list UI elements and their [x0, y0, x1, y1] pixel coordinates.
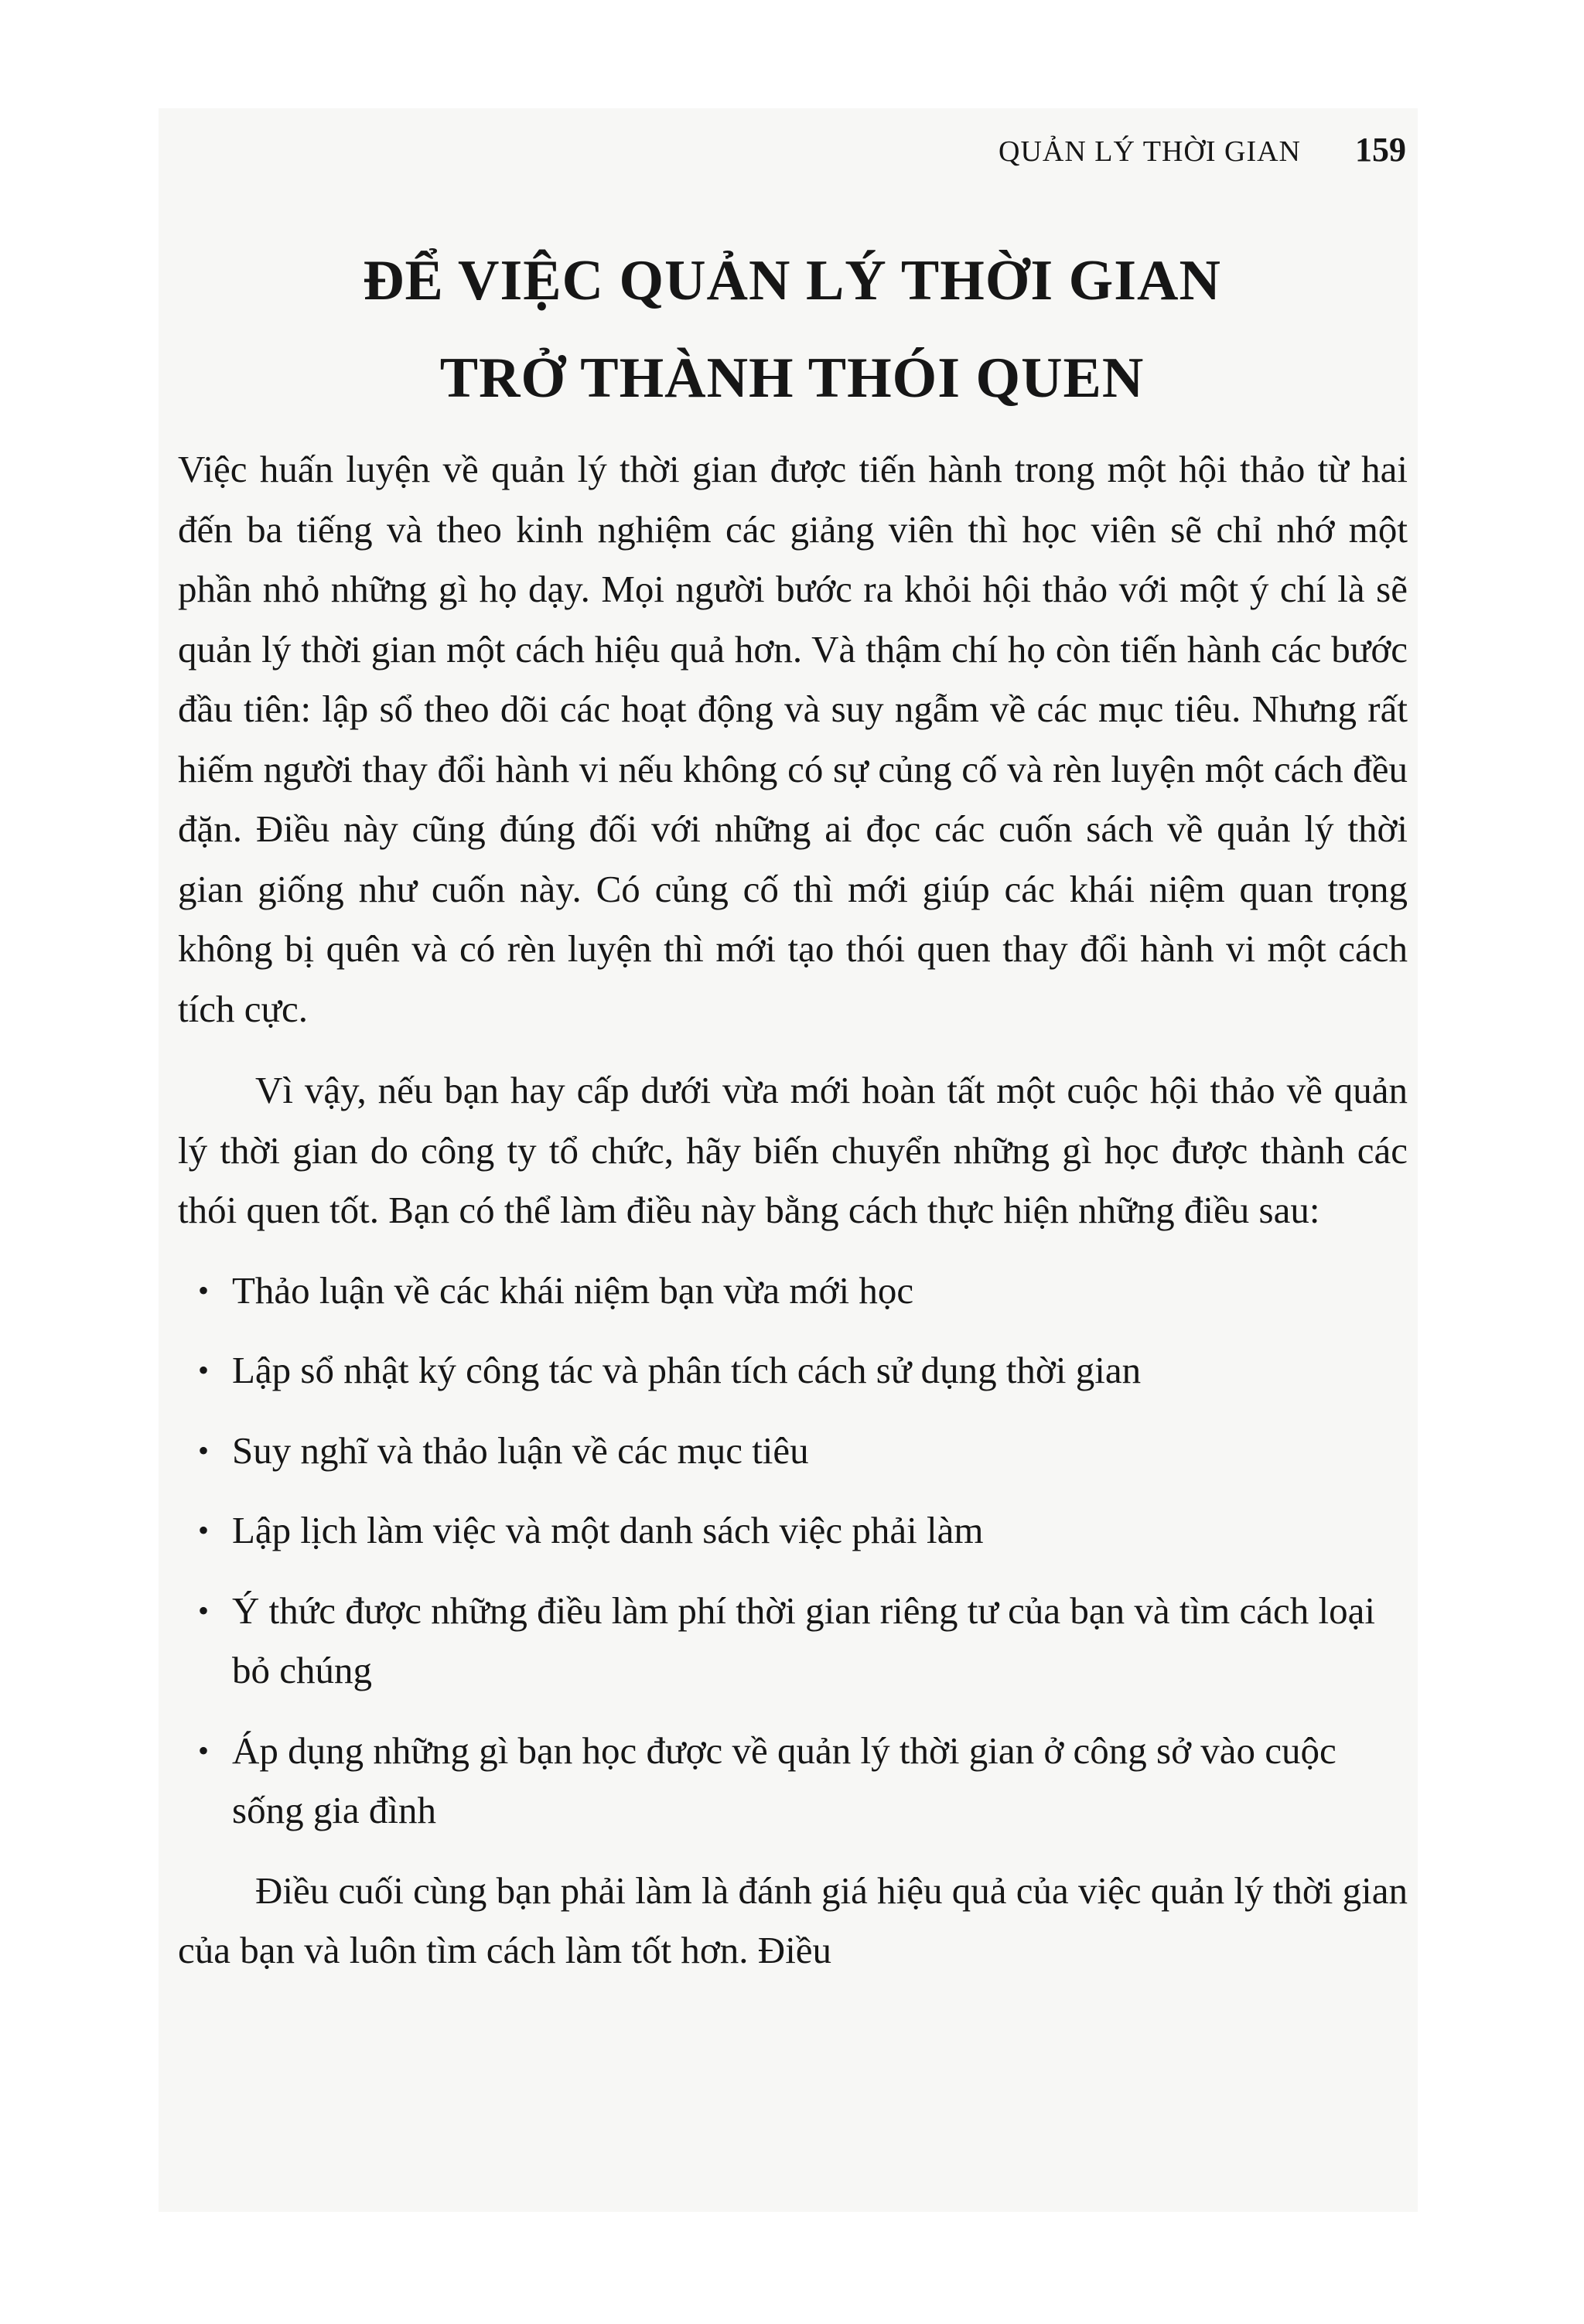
- body-text: [178, 439, 1408, 1981]
- list-item-text: Áp dụng những gì bạn học được về quản lý thời gian ở công sở vào cuộc sống gia đình: [232, 1728, 1336, 1831]
- page-number: 159: [1355, 131, 1406, 169]
- chapter-title-line-1: ĐỂ VIỆC QUẢN LÝ THỜI GIAN: [363, 249, 1221, 312]
- bullet-icon: •: [198, 1353, 210, 1387]
- list-item-text: Ý thức được những điều làm phí thời gian riêng tư của bạn và tìm cách loại bỏ chúng: [232, 1589, 1375, 1691]
- chapter-title: [178, 232, 1406, 427]
- bullet-icon: •: [198, 1732, 210, 1768]
- paragraph-2: Vì vậy, nếu bạn hay cấp dưới vừa mới hoàn tất một cuộc hội thảo về quản lý thời gian do công ty tổ chức, hãy biến chuyển những gì học được thành các thói quen tốt. Bạn có thể làm điều này bằng cách thực hiện những điều sau:: [178, 1069, 1408, 1231]
- paragraph-1: Việc huấn luyện về quản lý thời gian được tiến hành trong một hội thảo từ hai đến ba tiếng và theo kinh nghiệm các giảng viên thì học viên sẽ chỉ nhớ một phần nhỏ những gì họ dạy. Mọi người bước ra khỏi hội thảo với một ý chí là sẽ quản lý thời gian một cách hiệu quả hơn. Và thậm chí họ còn tiến hành các bước đầu tiên: lập sổ theo dõi các hoạt động và suy ngẫm về các mục tiêu. Nhưng rất hiếm người thay đổi hành vi nếu không có sự củng cố và rèn luyện một cách đều đặn. Điều này cũng đúng đối với những ai đọc các cuốn sách về quản lý thời gian giống như cuốn này. Có củng cố thì mới giúp các khái niệm quan trọng không bị quên và có rèn luyện thì mới tạo thói quen thay đổi hành vi một cách tích cực.: [178, 448, 1408, 1030]
- bullet-icon: •: [198, 1592, 210, 1628]
- closing-paragraph: Điều cuối cùng bạn phải làm là đánh giá hiệu quả của việc quản lý thời gian của bạn và luôn tìm cách làm tốt hơn. Điều: [178, 1868, 1408, 1971]
- list-item: [178, 1581, 1408, 1701]
- bullet-list: [178, 1261, 1408, 1841]
- list-item: [178, 1721, 1408, 1841]
- list-item-text: Suy nghĩ và thảo luận về các mục tiêu: [232, 1428, 809, 1472]
- list-item: [178, 1340, 1408, 1401]
- list-item: [178, 1261, 1408, 1321]
- bullet-icon: •: [198, 1432, 210, 1468]
- chapter-title-line-2: TRỞ THÀNH THÓI QUEN: [439, 346, 1145, 410]
- list-item-text: Thảo luận về các khái niệm bạn vừa mới học: [232, 1268, 914, 1312]
- running-title: QUẢN LÝ THỜI GIAN: [999, 135, 1301, 168]
- list-item: [178, 1421, 1408, 1481]
- list-item: [178, 1500, 1408, 1561]
- bullet-icon: •: [198, 1513, 210, 1548]
- list-item-text: Lập sổ nhật ký công tác và phân tích cách sử dụng thời gian: [232, 1349, 1142, 1391]
- bullet-icon: •: [198, 1272, 210, 1308]
- running-header: [178, 130, 1406, 176]
- list-item-text: Lập lịch làm việc và một danh sách việc phải làm: [232, 1509, 984, 1551]
